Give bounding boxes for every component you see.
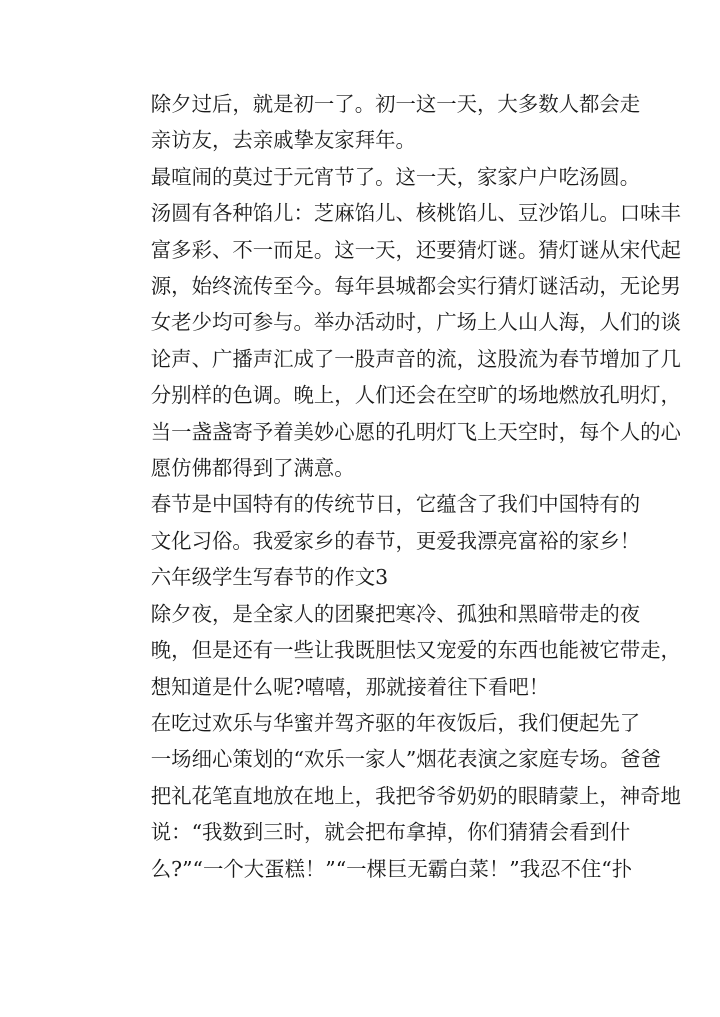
- text-line: 一场细心策划的“欢乐一家人”烟花表演之家庭专场。爸爸: [150, 747, 662, 772]
- text-line: 分别样的色调。晚上，人们还会在空旷的场地燃放孔明灯，: [150, 383, 681, 408]
- text-line: 把礼花笔直地放在地上，我把爷爷奶奶的眼睛蒙上，神奇地: [150, 783, 681, 808]
- text-line: 除夕夜，是全家人的团聚把寒冷、孤独和黑暗带走的夜: [150, 601, 641, 626]
- paragraph-3: [110, 486, 641, 559]
- text-line: 论声、广播声汇成了一股声音的流，这股流为春节增加了几: [150, 346, 681, 371]
- text-line: 么?”“一个大蛋糕！”“一棵巨无霸白菜！”我忍不住“扑: [150, 856, 633, 881]
- text-line: 汤圆有各种馅儿：芝麻馅儿、核桃馅儿、豆沙馅儿。口味丰: [150, 201, 681, 226]
- paragraph-5: [110, 705, 681, 887]
- text-line: 在吃过欢乐与华蜜并驾齐驱的年夜饭后，我们便起先了: [150, 710, 641, 735]
- section-heading: 六年级学生写春节的作文3: [150, 565, 389, 590]
- text-line: 想知道是什么呢?嘻嘻，那就接着往下看吧！: [150, 674, 550, 699]
- text-line: 说：“我数到三时，就会把布拿掉，你们猜猜会看到什: [150, 820, 631, 845]
- text-line: 富多彩、不一而足。这一天，还要猜灯谜。猜灯谜从宋代起: [150, 237, 681, 262]
- document-body: [110, 86, 681, 887]
- paragraph-4: [110, 596, 681, 705]
- text-line: 当一盏盏寄予着美妙心愿的孔明灯飞上天空时，每个人的心: [150, 419, 681, 444]
- text-line: 春节是中国特有的传统节日，它蕴含了我们中国特有的: [150, 492, 641, 517]
- text-line: 女老少均可参与。举办活动时，广场上人山人海，人们的谈: [150, 310, 681, 335]
- text-line: 愿仿佛都得到了满意。: [150, 456, 355, 481]
- text-line: 最喧闹的莫过于元宵节了。这一天，家家户户吃汤圆。: [150, 164, 641, 189]
- paragraph-2: [110, 159, 681, 487]
- text-line: 文化习俗。我爱家乡的春节，更爱我漂亮富裕的家乡！: [150, 528, 641, 553]
- text-line: 除夕过后，就是初一了。初一这一天，大多数人都会走: [150, 92, 641, 116]
- text-line: 源，始终流传至今。每年县城都会实行猜灯谜活动，无论男: [150, 274, 681, 299]
- paragraph-1: [110, 86, 641, 159]
- text-line: 亲访友，去亲戚挚友家拜年。: [150, 128, 416, 153]
- text-line: 晚，但是还有一些让我既胆怯又宠爱的东西也能被它带走，: [150, 638, 681, 663]
